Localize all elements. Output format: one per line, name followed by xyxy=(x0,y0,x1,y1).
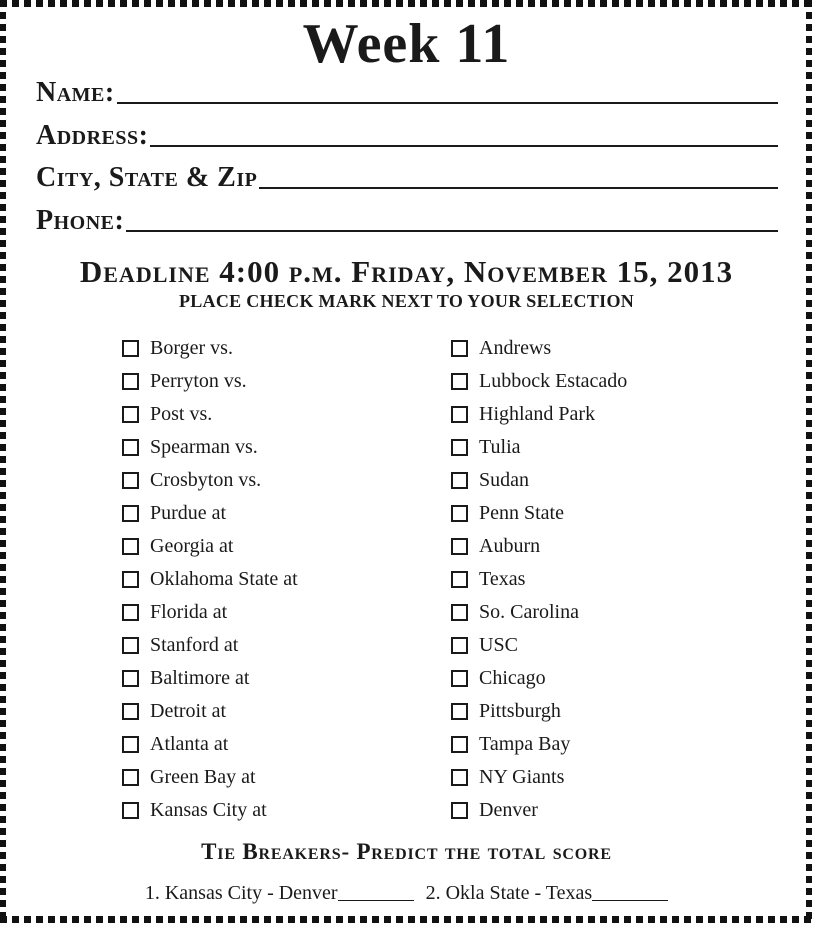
checkbox[interactable] xyxy=(122,406,139,423)
name-line[interactable] xyxy=(117,101,778,104)
checkbox[interactable] xyxy=(122,604,139,621)
pick-option-right[interactable] xyxy=(451,433,521,461)
team-label: Purdue at xyxy=(150,502,227,524)
pick-option-left[interactable] xyxy=(122,466,261,494)
pick-option-left[interactable] xyxy=(122,367,247,395)
checkbox[interactable] xyxy=(451,604,468,621)
checkbox[interactable] xyxy=(451,439,468,456)
game-row xyxy=(0,334,813,367)
team-label: Baltimore at xyxy=(150,667,250,689)
phone-label: Phone: xyxy=(36,205,125,236)
checkbox[interactable] xyxy=(451,802,468,819)
game-row xyxy=(0,367,813,400)
pick-option-right[interactable] xyxy=(451,532,540,560)
team-label: USC xyxy=(479,634,518,656)
game-row xyxy=(0,664,813,697)
game-row xyxy=(0,598,813,631)
team-label: Texas xyxy=(479,568,526,590)
tie-breaker-2[interactable] xyxy=(426,880,669,906)
game-row xyxy=(0,499,813,532)
checkbox[interactable] xyxy=(122,538,139,555)
checkbox[interactable] xyxy=(122,736,139,753)
pick-option-left[interactable] xyxy=(122,532,234,560)
phone-field[interactable] xyxy=(36,204,778,236)
pick-option-right[interactable] xyxy=(451,763,564,791)
checkbox[interactable] xyxy=(122,769,139,786)
game-row xyxy=(0,796,813,829)
game-row xyxy=(0,730,813,763)
team-label: Chicago xyxy=(479,667,546,689)
checkbox[interactable] xyxy=(451,736,468,753)
team-label: Florida at xyxy=(150,601,228,623)
checkbox[interactable] xyxy=(122,472,139,489)
pick-option-left[interactable] xyxy=(122,499,226,527)
checkbox[interactable] xyxy=(451,637,468,654)
pick-option-left[interactable] xyxy=(122,664,249,692)
city-state-zip-field[interactable] xyxy=(36,161,778,193)
checkbox[interactable] xyxy=(451,373,468,390)
checkbox[interactable] xyxy=(122,505,139,522)
game-row xyxy=(0,400,813,433)
pick-option-left[interactable] xyxy=(122,631,238,659)
team-label: Oklahoma State at xyxy=(150,568,298,590)
checkbox[interactable] xyxy=(451,340,468,357)
team-label: Denver xyxy=(479,799,538,821)
team-label: Sudan xyxy=(479,469,529,491)
team-label: Tulia xyxy=(479,436,521,458)
address-line[interactable] xyxy=(150,144,778,147)
name-label: Name: xyxy=(36,77,115,108)
checkbox[interactable] xyxy=(451,703,468,720)
game-row xyxy=(0,697,813,730)
team-label: Auburn xyxy=(479,535,541,557)
checkbox[interactable] xyxy=(122,670,139,687)
team-label: Stanford at xyxy=(150,634,239,656)
address-label: Address: xyxy=(36,120,149,151)
checkbox[interactable] xyxy=(122,802,139,819)
pick-option-right[interactable] xyxy=(451,796,538,824)
pick-option-right[interactable] xyxy=(451,565,525,593)
team-label: Atlanta at xyxy=(150,733,229,755)
pick-option-right[interactable] xyxy=(451,730,570,758)
team-label: Detroit at xyxy=(150,700,227,722)
pick-option-right[interactable] xyxy=(451,367,627,395)
page-title: Week 11 xyxy=(302,13,511,75)
game-row xyxy=(0,631,813,664)
pick-option-left[interactable] xyxy=(122,796,267,824)
tie-breaker-1-label: 1. Kansas City - Denver xyxy=(144,882,338,904)
team-label: Borger vs. xyxy=(150,337,233,359)
game-row xyxy=(0,532,813,565)
pick-option-left[interactable] xyxy=(122,697,226,725)
tie-breaker-1[interactable] xyxy=(145,880,414,906)
tie-breakers-row xyxy=(0,880,813,906)
team-label: Highland Park xyxy=(479,403,596,425)
instructions-text: PLACE CHECK MARK NEXT TO YOUR SELECTION xyxy=(178,291,635,311)
pick-option-left[interactable] xyxy=(122,730,228,758)
checkbox[interactable] xyxy=(451,769,468,786)
team-label: Tampa Bay xyxy=(479,733,571,755)
tie-breaker-1-blank[interactable] xyxy=(338,899,414,901)
team-label: Green Bay at xyxy=(150,766,256,788)
pick-option-right[interactable] xyxy=(451,499,564,527)
team-label: Spearman vs. xyxy=(150,436,258,458)
team-label: So. Carolina xyxy=(479,601,579,623)
tie-breakers-heading: Tie Breakers- Predict the total score xyxy=(201,839,612,864)
pick-option-right[interactable] xyxy=(451,400,595,428)
pick-option-right[interactable] xyxy=(451,598,579,626)
team-label: Lubbock Estacado xyxy=(479,370,628,392)
pick-option-right[interactable] xyxy=(451,631,518,659)
phone-line[interactable] xyxy=(126,229,778,232)
checkbox[interactable] xyxy=(451,406,468,423)
checkbox[interactable] xyxy=(451,472,468,489)
pick-option-left[interactable] xyxy=(122,598,227,626)
team-label: Post vs. xyxy=(150,403,213,425)
pick-option-right[interactable] xyxy=(451,334,551,362)
pick-option-left[interactable] xyxy=(122,565,298,593)
team-label: Andrews xyxy=(479,337,552,359)
address-field[interactable] xyxy=(36,119,778,151)
team-label: Crosbyton vs. xyxy=(150,469,262,491)
name-field[interactable] xyxy=(36,76,778,108)
game-row xyxy=(0,466,813,499)
game-row xyxy=(0,565,813,598)
team-label: NY Giants xyxy=(479,766,565,788)
tie-breaker-2-label: 2. Okla State - Texas xyxy=(425,882,593,904)
pick-option-right[interactable] xyxy=(451,664,546,692)
pick-option-left[interactable] xyxy=(122,334,233,362)
deadline-heading: Deadline 4:00 p.m. Friday, November 15, 2013 xyxy=(79,254,734,289)
team-label: Pittsburgh xyxy=(479,700,561,722)
team-label: Perryton vs. xyxy=(150,370,247,392)
city-state-zip-label: City, State & Zip xyxy=(36,162,258,193)
pick-option-left[interactable] xyxy=(122,433,258,461)
pick-option-right[interactable] xyxy=(451,466,529,494)
checkbox[interactable] xyxy=(122,439,139,456)
checkbox[interactable] xyxy=(451,538,468,555)
tie-breaker-2-blank[interactable] xyxy=(592,899,668,901)
checkbox[interactable] xyxy=(122,340,139,357)
team-label: Penn State xyxy=(479,502,564,524)
checkbox[interactable] xyxy=(122,373,139,390)
checkbox[interactable] xyxy=(451,670,468,687)
team-label: Kansas City at xyxy=(150,799,267,821)
pick-option-right[interactable] xyxy=(451,697,561,725)
team-label: Georgia at xyxy=(150,535,234,557)
checkbox[interactable] xyxy=(451,571,468,588)
pick-option-left[interactable] xyxy=(122,763,256,791)
game-row xyxy=(0,763,813,796)
checkbox[interactable] xyxy=(122,637,139,654)
pick-option-left[interactable] xyxy=(122,400,212,428)
checkbox[interactable] xyxy=(122,571,139,588)
checkbox[interactable] xyxy=(122,703,139,720)
game-row xyxy=(0,433,813,466)
city-state-zip-line[interactable] xyxy=(259,186,778,189)
checkbox[interactable] xyxy=(451,505,468,522)
dashed-border-top xyxy=(0,0,813,7)
dashed-border-bottom xyxy=(0,916,813,923)
